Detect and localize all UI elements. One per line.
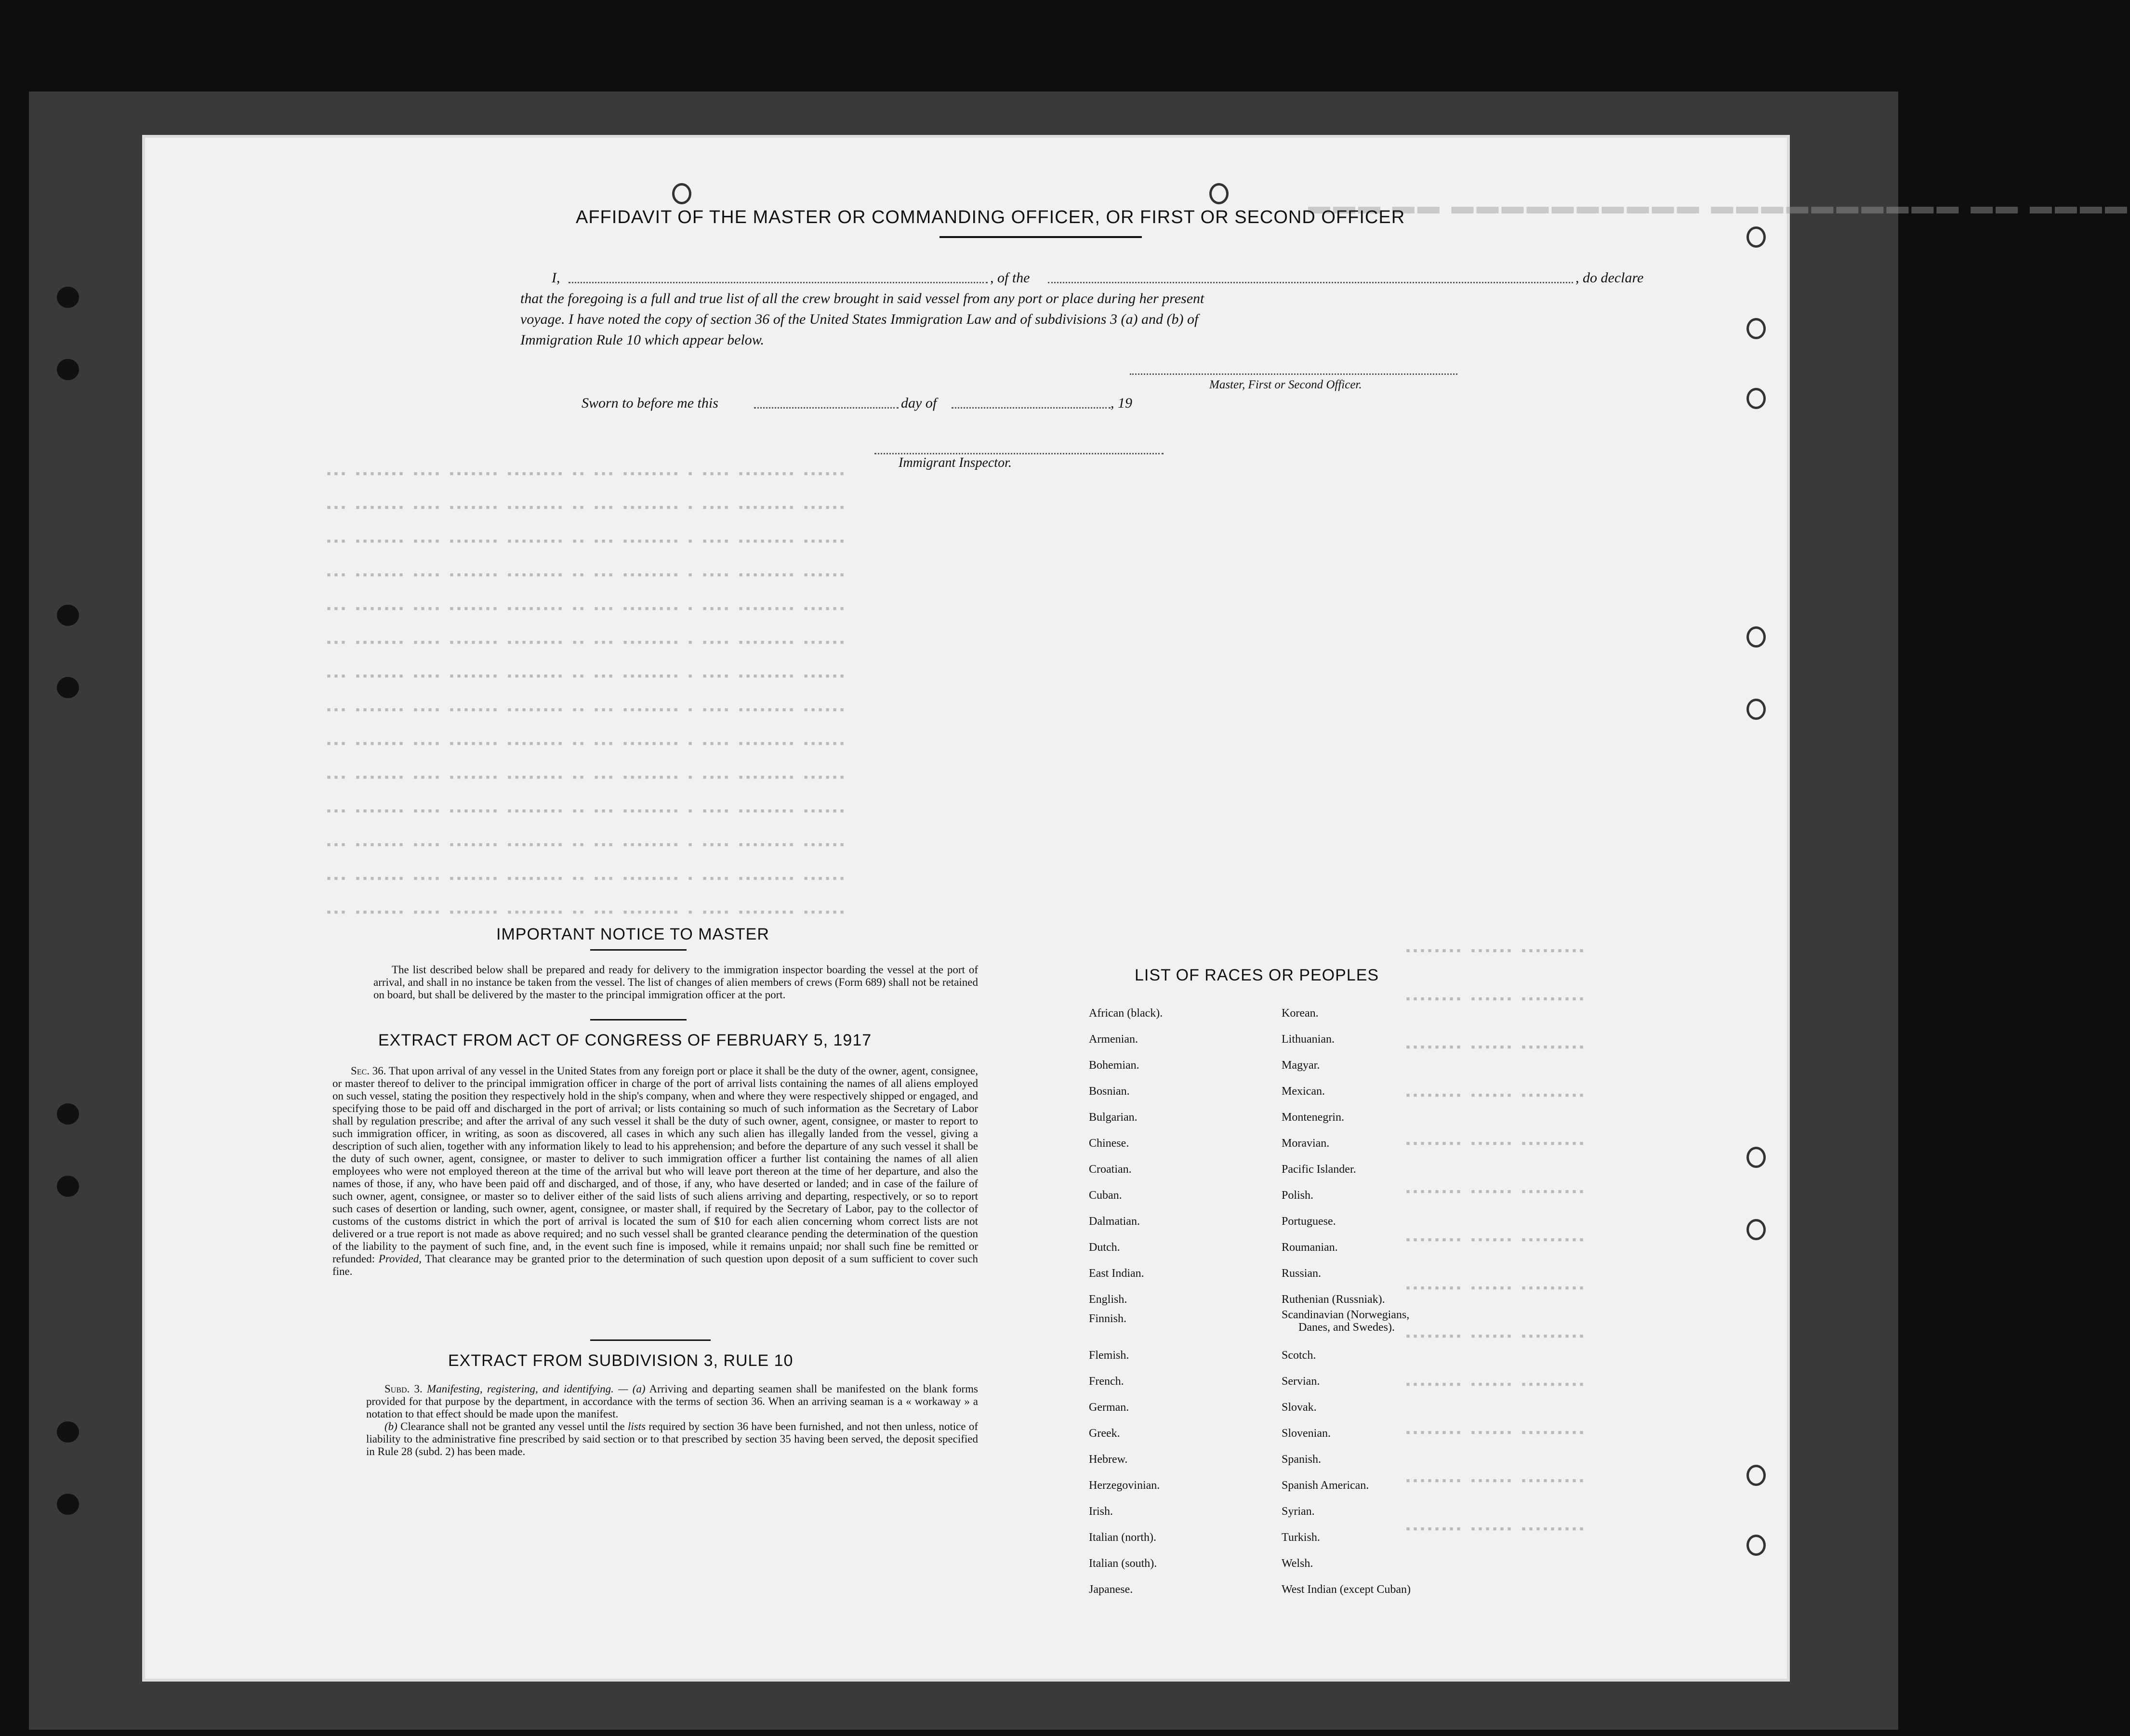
race-item: Chinese. bbox=[1089, 1137, 1129, 1150]
a-label: — (a) bbox=[618, 1383, 646, 1395]
race-item: Bosnian. bbox=[1089, 1085, 1130, 1098]
show-through-row: ▪▪▪▪▪▪▪▪ ▪▪▪▪▪▪ ▪▪▪▪▪▪▪▪▪ bbox=[1404, 1474, 1586, 1488]
race-item: Montenegrin. bbox=[1282, 1111, 1344, 1124]
race-item: Dalmatian. bbox=[1089, 1215, 1140, 1228]
act-top-rule bbox=[590, 1019, 687, 1020]
binder-hole bbox=[57, 1421, 79, 1443]
race-item: African (black). bbox=[1089, 1007, 1163, 1020]
lists-word: lists bbox=[628, 1420, 646, 1432]
race-item: Spanish. bbox=[1282, 1453, 1322, 1466]
month-blank bbox=[952, 407, 1111, 409]
rule10-text-b2: required by section 36 have been furnished, and not then unless, notice of liability to the administrative fine prescribed by said section or to that prescribed by section 35 having been served, the deposit specified in Rule 28 (subd. 2) has been made. bbox=[366, 1420, 979, 1458]
binder-hole bbox=[57, 1176, 79, 1197]
race-item: Italian (north). bbox=[1089, 1531, 1156, 1544]
show-through-row: ▪▪▪▪▪▪▪▪ ▪▪▪▪▪▪ ▪▪▪▪▪▪▪▪▪ bbox=[1404, 993, 1586, 1007]
rule10-paragraph-a bbox=[366, 1383, 978, 1420]
punch-hole bbox=[1209, 183, 1229, 204]
show-through-row: ▪▪▪ ▪▪▪▪▪▪▪ ▪▪▪▪ ▪▪▪▪▪▪▪ ▪▪▪▪▪▪▪▪ ▪▪ ▪▪▪ ▪▪▪▪▪▪▪▪ ▪ ▪▪▪▪ ▪▪▪▪▪▪▪▪ ▪▪▪▪▪▪ bbox=[325, 737, 846, 751]
race-item: Dutch. bbox=[1089, 1241, 1120, 1254]
rule10-title: EXTRACT FROM SUBDIVISION 3, RULE 10 bbox=[448, 1352, 794, 1370]
punch-hole bbox=[1746, 1535, 1766, 1556]
race-item: Portuguese. bbox=[1282, 1215, 1336, 1228]
vessel-blank bbox=[1048, 282, 1573, 283]
show-through-row: ▪▪▪ ▪▪▪▪▪▪▪ ▪▪▪▪ ▪▪▪▪▪▪▪ ▪▪▪▪▪▪▪▪ ▪▪ ▪▪▪ ▪▪▪▪▪▪▪▪ ▪ ▪▪▪▪ ▪▪▪▪▪▪▪▪ ▪▪▪▪▪▪ bbox=[325, 771, 846, 785]
punch-hole bbox=[1746, 318, 1766, 339]
race-item: Flemish. bbox=[1089, 1349, 1129, 1362]
punch-hole bbox=[1746, 226, 1766, 248]
binder-hole bbox=[57, 677, 79, 698]
punch-hole bbox=[1746, 388, 1766, 409]
show-through-row: ▪▪▪▪▪▪▪▪ ▪▪▪▪▪▪ ▪▪▪▪▪▪▪▪▪ bbox=[1404, 1233, 1586, 1247]
show-through-row: ▪▪▪▪▪▪▪▪ ▪▪▪▪▪▪ ▪▪▪▪▪▪▪▪▪ bbox=[1404, 1523, 1586, 1537]
inspector-signature-blank bbox=[874, 453, 1164, 454]
punch-hole bbox=[1746, 1219, 1766, 1240]
punch-hole bbox=[1746, 1147, 1766, 1168]
show-through-row: ▪▪▪▪▪▪▪▪ ▪▪▪▪▪▪ ▪▪▪▪▪▪▪▪▪ bbox=[1404, 1426, 1586, 1440]
show-through-row: ▪▪▪ ▪▪▪▪▪▪▪ ▪▪▪▪ ▪▪▪▪▪▪▪ ▪▪▪▪▪▪▪▪ ▪▪ ▪▪▪ ▪▪▪▪▪▪▪▪ ▪ ▪▪▪▪ ▪▪▪▪▪▪▪▪ ▪▪▪▪▪▪ bbox=[325, 569, 846, 583]
sworn-label: Sworn to before me this bbox=[582, 395, 718, 411]
show-through-row: ▪▪▪ ▪▪▪▪▪▪▪ ▪▪▪▪ ▪▪▪▪▪▪▪ ▪▪▪▪▪▪▪▪ ▪▪ ▪▪▪ ▪▪▪▪▪▪▪▪ ▪ ▪▪▪▪ ▪▪▪▪▪▪▪▪ ▪▪▪▪▪▪ bbox=[325, 838, 846, 852]
master-signature-blank bbox=[1130, 373, 1457, 375]
race-item: Bohemian. bbox=[1089, 1059, 1139, 1072]
sworn-day-blank bbox=[754, 407, 899, 409]
notice-paragraph: The list described below shall be prepared and ready for delivery to the immigration inspector boarding the vessel at the port of arrival, and shall in no instance be taken from the vessel. The list of changes of alien members of crews (Form 689) shall not be retained on board, but shall be delivered by the master to the principal immigration officer at the port. bbox=[373, 964, 978, 1001]
punch-hole bbox=[672, 183, 691, 204]
act-text-a: That upon arrival of any vessel in the United States from any foreign port or place it shall be the duty of the owner, agent, consignee, or master thereof to deliver to the principal immigration officer in charge of the port of arrival lists containing the names of all aliens employed on such vessel, stating the position they respectively hold in the ship's company, when and where they were respectively shipped or engaged, and specifying those to be paid off and discharged in the port of arrival; or lists containing so much of such information as the Secretary of Labor shall by regulation prescribe; and after the arrival of any such vessel it shall be the duty of such owner, agent, consignee, or master to report to such immigration officer, in writing, as soon as discovered, all cases in which any such alien has illegally landed from the vessel, giving a description of such alien, together with any information likely to lead to his apprehension; and before the departure of any such vessel it shall be the duty of such owner, agent, consignee, or master to deliver to such immigration officer a further list containing the names of all alien employees who were not employed thereon at the time of the arrival but who will leave port thereon at the time of her departure, and also the names of those, if any, who have been paid off and discharged, and of those, if any, who have deserted or landed; and in case of the failure of such owner, agent, consignee, or master so to deliver either of the said lists of such aliens arriving and departing, respectively, or so to report such cases of desertion or landing, such owner, agent, consignee, or master shall, if required by the Secretary of Labor, pay to the collector of customs of the customs district in which the port of arrival is located the sum of $10 for each alien concerning whom correct lists are not delivered or a true report is not made as above required; and no such vessel shall be granted clearance pending the determination of the question of the liability to the payment of such fine, and, in the event such fine is imposed, while it remains unpaid; nor shall such fine be remitted or refunded: bbox=[332, 1065, 978, 1265]
show-through-heading: ▬▬▬ ▬▬ ▬▬▬▬▬▬▬▬▬▬ ▬▬▬▬▬▬▬▬▬▬ ▬▬ ▬▬▬▬ bbox=[1308, 193, 2130, 218]
affidavit-of-the-label: , of the bbox=[990, 270, 1030, 286]
race-item: West Indian (except Cuban) bbox=[1282, 1583, 1411, 1596]
title-underline bbox=[939, 236, 1142, 238]
affidavit-declare-label: , do declare bbox=[1575, 270, 1644, 286]
race-item: Greek. bbox=[1089, 1427, 1120, 1440]
race-item: Polish. bbox=[1282, 1189, 1314, 1202]
race-item: East Indian. bbox=[1089, 1267, 1144, 1280]
inspector-label: Immigrant Inspector. bbox=[899, 455, 1012, 470]
provided-word: Provided, bbox=[378, 1253, 422, 1265]
rule10-paragraph-b bbox=[366, 1420, 978, 1458]
race-item: Servian. bbox=[1282, 1375, 1320, 1388]
show-through-row: ▪▪▪▪▪▪▪▪ ▪▪▪▪▪▪ ▪▪▪▪▪▪▪▪▪ bbox=[1404, 944, 1586, 958]
race-item: Scotch. bbox=[1282, 1349, 1316, 1362]
race-item: Magyar. bbox=[1282, 1059, 1320, 1072]
race-item: German. bbox=[1089, 1401, 1129, 1414]
race-item: Italian (south). bbox=[1089, 1557, 1157, 1570]
race-item: Roumanian. bbox=[1282, 1241, 1338, 1254]
show-through-row: ▪▪▪ ▪▪▪▪▪▪▪ ▪▪▪▪ ▪▪▪▪▪▪▪ ▪▪▪▪▪▪▪▪ ▪▪ ▪▪▪ ▪▪▪▪▪▪▪▪ ▪ ▪▪▪▪ ▪▪▪▪▪▪▪▪ ▪▪▪▪▪▪ bbox=[325, 602, 846, 616]
binder-hole bbox=[57, 1494, 79, 1515]
binder-hole bbox=[57, 359, 79, 380]
notice-rule bbox=[590, 949, 687, 951]
notice-title: IMPORTANT NOTICE TO MASTER bbox=[496, 925, 769, 943]
race-item: Danes, and Swedes). bbox=[1298, 1321, 1395, 1334]
affidavit-line-3: voyage. I have noted the copy of section 36 of the United States Immigration Law and of subdivisions 3 (a) and (b) of bbox=[520, 311, 1199, 327]
punch-hole bbox=[1746, 699, 1766, 720]
affidavit-title: AFFIDAVIT OF THE MASTER OR COMMANDING OFFICER, OR FIRST OR SECOND OFFICER bbox=[576, 207, 1405, 227]
race-item: Slovak. bbox=[1282, 1401, 1317, 1414]
race-item: Ruthenian (Russniak). bbox=[1282, 1293, 1385, 1306]
race-item: Armenian. bbox=[1089, 1033, 1138, 1046]
race-item: Korean. bbox=[1282, 1007, 1319, 1020]
races-title: LIST OF RACES OR PEOPLES bbox=[1135, 966, 1379, 984]
race-item: Hebrew. bbox=[1089, 1453, 1128, 1466]
race-item: Croatian. bbox=[1089, 1163, 1132, 1176]
race-item: Mexican. bbox=[1282, 1085, 1325, 1098]
show-through-row: ▪▪▪▪▪▪▪▪ ▪▪▪▪▪▪ ▪▪▪▪▪▪▪▪▪ bbox=[1404, 1282, 1586, 1296]
day-of-label: day of bbox=[901, 395, 937, 411]
show-through-row: ▪▪▪▪▪▪▪▪ ▪▪▪▪▪▪ ▪▪▪▪▪▪▪▪▪ bbox=[1404, 1137, 1586, 1151]
race-item: Cuban. bbox=[1089, 1189, 1122, 1202]
show-through-row: ▪▪▪ ▪▪▪▪▪▪▪ ▪▪▪▪ ▪▪▪▪▪▪▪ ▪▪▪▪▪▪▪▪ ▪▪ ▪▪▪ ▪▪▪▪▪▪▪▪ ▪ ▪▪▪▪ ▪▪▪▪▪▪▪▪ ▪▪▪▪▪▪ bbox=[325, 906, 846, 920]
race-item: English. bbox=[1089, 1293, 1127, 1306]
race-item: Syrian. bbox=[1282, 1505, 1315, 1518]
affidavit-line-2: that the foregoing is a full and true list of all the crew brought in said vessel from any port or place during her present bbox=[520, 291, 1204, 306]
race-item: Irish. bbox=[1089, 1505, 1113, 1518]
show-through-row: ▪▪▪ ▪▪▪▪▪▪▪ ▪▪▪▪ ▪▪▪▪▪▪▪ ▪▪▪▪▪▪▪▪ ▪▪ ▪▪▪ ▪▪▪▪▪▪▪▪ ▪ ▪▪▪▪ ▪▪▪▪▪▪▪▪ ▪▪▪▪▪▪ bbox=[325, 670, 846, 684]
sec-label: Sec. 36. bbox=[351, 1065, 386, 1077]
race-item: Welsh. bbox=[1282, 1557, 1313, 1570]
punch-hole bbox=[1746, 626, 1766, 648]
rule10-top-rule bbox=[590, 1339, 711, 1341]
b-label: (b) bbox=[384, 1420, 397, 1432]
show-through-row: ▪▪▪ ▪▪▪▪▪▪▪ ▪▪▪▪ ▪▪▪▪▪▪▪ ▪▪▪▪▪▪▪▪ ▪▪ ▪▪▪ ▪▪▪▪▪▪▪▪ ▪ ▪▪▪▪ ▪▪▪▪▪▪▪▪ ▪▪▪▪▪▪ bbox=[325, 872, 846, 886]
affidavit-i-label: I, bbox=[552, 270, 560, 286]
show-through-row: ▪▪▪▪▪▪▪▪ ▪▪▪▪▪▪ ▪▪▪▪▪▪▪▪▪ bbox=[1404, 1330, 1586, 1344]
year-label: , 19 bbox=[1111, 395, 1132, 411]
race-item: French. bbox=[1089, 1375, 1124, 1388]
race-item: Bulgarian. bbox=[1089, 1111, 1138, 1124]
race-item: Turkish. bbox=[1282, 1531, 1320, 1544]
show-through-row: ▪▪▪▪▪▪▪▪ ▪▪▪▪▪▪ ▪▪▪▪▪▪▪▪▪ bbox=[1404, 1089, 1586, 1103]
punch-hole bbox=[1746, 1465, 1766, 1486]
subd-label: Subd. 3. bbox=[384, 1383, 423, 1395]
show-through-row: ▪▪▪▪▪▪▪▪ ▪▪▪▪▪▪ ▪▪▪▪▪▪▪▪▪ bbox=[1404, 1378, 1586, 1392]
affidavit-line-4: Immigration Rule 10 which appear below. bbox=[520, 332, 765, 348]
notice-text bbox=[373, 964, 978, 1001]
binder-hole bbox=[57, 605, 79, 626]
rule10-text-b1: Clearance shall not be granted any vessel until the bbox=[400, 1420, 625, 1432]
race-item: Lithuanian. bbox=[1282, 1033, 1335, 1046]
race-item: Moravian. bbox=[1282, 1137, 1330, 1150]
race-item: Pacific Islander. bbox=[1282, 1163, 1356, 1176]
manifest-page-back bbox=[142, 135, 2130, 1682]
name-blank bbox=[569, 282, 988, 283]
act-text-b: That clearance may be granted prior to the determination of such question upon deposit of a sum sufficient to cover such fine. bbox=[332, 1253, 978, 1277]
show-through-row: ▪▪▪ ▪▪▪▪▪▪▪ ▪▪▪▪ ▪▪▪▪▪▪▪ ▪▪▪▪▪▪▪▪ ▪▪ ▪▪▪ ▪▪▪▪▪▪▪▪ ▪ ▪▪▪▪ ▪▪▪▪▪▪▪▪ ▪▪▪▪▪▪ bbox=[325, 501, 846, 515]
race-item: Herzegovinian. bbox=[1089, 1479, 1160, 1492]
show-through-row: ▪▪▪ ▪▪▪▪▪▪▪ ▪▪▪▪ ▪▪▪▪▪▪▪ ▪▪▪▪▪▪▪▪ ▪▪ ▪▪▪ ▪▪▪▪▪▪▪▪ ▪ ▪▪▪▪ ▪▪▪▪▪▪▪▪ ▪▪▪▪▪▪ bbox=[325, 636, 846, 650]
show-through-row: ▪▪▪ ▪▪▪▪▪▪▪ ▪▪▪▪ ▪▪▪▪▪▪▪ ▪▪▪▪▪▪▪▪ ▪▪ ▪▪▪ ▪▪▪▪▪▪▪▪ ▪ ▪▪▪▪ ▪▪▪▪▪▪▪▪ ▪▪▪▪▪▪ bbox=[325, 805, 846, 819]
race-item: Scandinavian (Norwegians, bbox=[1282, 1309, 1410, 1321]
act-text bbox=[332, 1065, 978, 1278]
master-label: Master, First or Second Officer. bbox=[1209, 378, 1362, 391]
act-paragraph bbox=[332, 1065, 978, 1278]
act-title: EXTRACT FROM ACT OF CONGRESS OF FEBRUARY 5, 1917 bbox=[378, 1031, 872, 1049]
race-item: Japanese. bbox=[1089, 1583, 1133, 1596]
show-through-row: ▪▪▪▪▪▪▪▪ ▪▪▪▪▪▪ ▪▪▪▪▪▪▪▪▪ bbox=[1404, 1041, 1586, 1055]
binder-hole bbox=[57, 1103, 79, 1125]
race-item: Slovenian. bbox=[1282, 1427, 1331, 1440]
show-through-row: ▪▪▪ ▪▪▪▪▪▪▪ ▪▪▪▪ ▪▪▪▪▪▪▪ ▪▪▪▪▪▪▪▪ ▪▪ ▪▪▪ ▪▪▪▪▪▪▪▪ ▪ ▪▪▪▪ ▪▪▪▪▪▪▪▪ ▪▪▪▪▪▪ bbox=[325, 535, 846, 549]
show-through-row: ▪▪▪▪▪▪▪▪ ▪▪▪▪▪▪ ▪▪▪▪▪▪▪▪▪ bbox=[1404, 1185, 1586, 1199]
rule10-heading: Manifesting, registering, and identifying. bbox=[427, 1383, 614, 1395]
rule10-text bbox=[366, 1383, 978, 1458]
binder-hole bbox=[57, 287, 79, 308]
show-through-row: ▪▪▪ ▪▪▪▪▪▪▪ ▪▪▪▪ ▪▪▪▪▪▪▪ ▪▪▪▪▪▪▪▪ ▪▪ ▪▪▪ ▪▪▪▪▪▪▪▪ ▪ ▪▪▪▪ ▪▪▪▪▪▪▪▪ ▪▪▪▪▪▪ bbox=[325, 703, 846, 717]
race-item: Spanish American. bbox=[1282, 1479, 1369, 1492]
race-item: Russian. bbox=[1282, 1267, 1322, 1280]
show-through-row: ▪▪▪ ▪▪▪▪▪▪▪ ▪▪▪▪ ▪▪▪▪▪▪▪ ▪▪▪▪▪▪▪▪ ▪▪ ▪▪▪ ▪▪▪▪▪▪▪▪ ▪ ▪▪▪▪ ▪▪▪▪▪▪▪▪ ▪▪▪▪▪▪ bbox=[325, 467, 846, 481]
race-item: Finnish. bbox=[1089, 1312, 1127, 1325]
rule10-text-a: Arriving and departing seamen shall be manifested on the blank forms provided for that purpose by the department, in accordance with the terms of section 36. When an arriving seaman is a « workaway » a notation to that effect should be made upon the manifest. bbox=[366, 1383, 978, 1420]
